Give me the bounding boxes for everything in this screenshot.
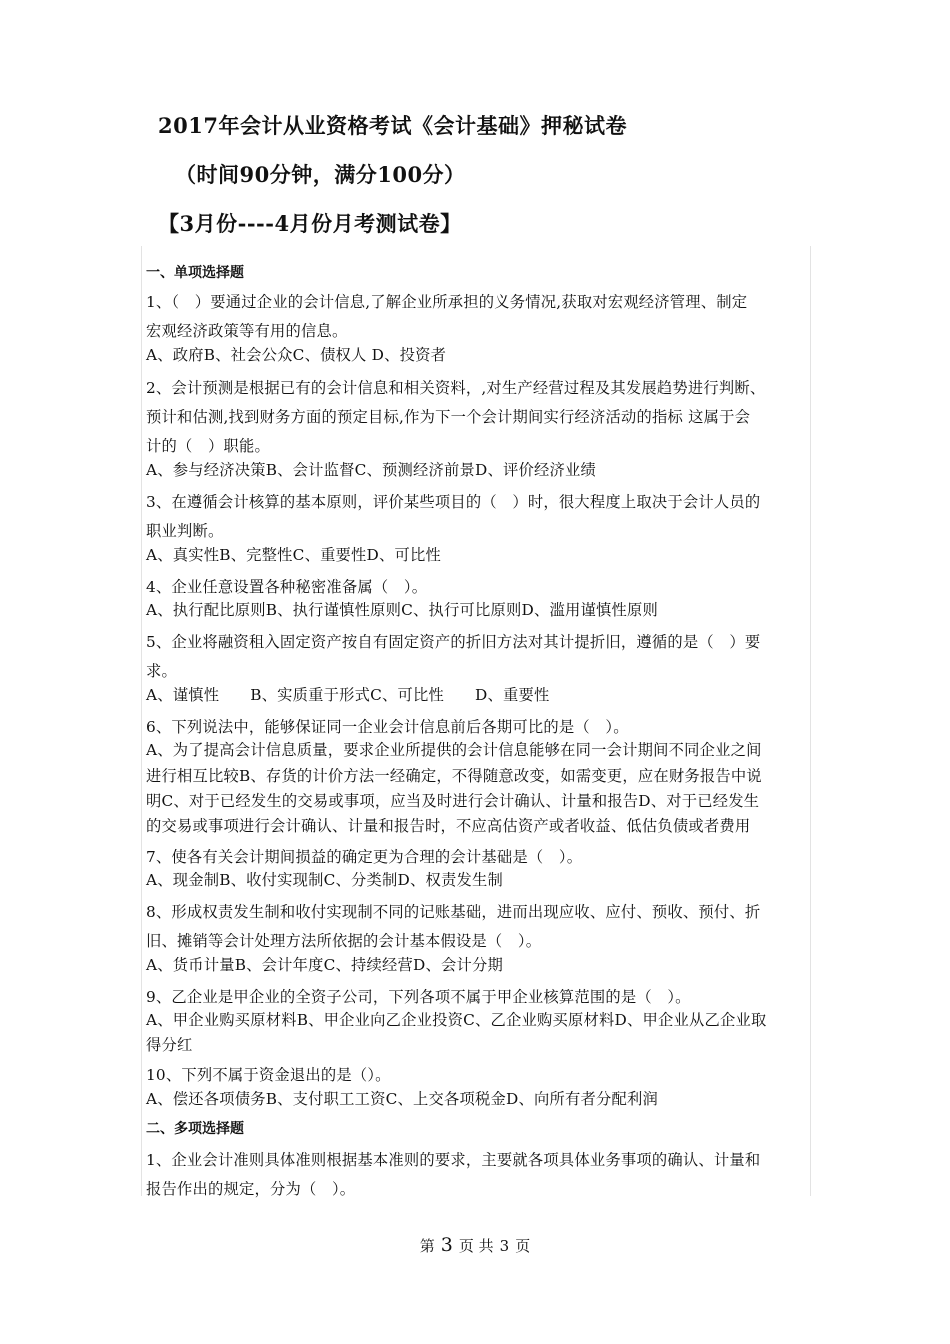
q10-line1: 10、下列不属于资金退出的是（）。: [146, 1066, 391, 1084]
section-multiple-choice-heading: 二、多项选择题: [146, 1121, 244, 1137]
footer-middle: 页 共: [458, 1237, 494, 1255]
footer-prefix: 第: [419, 1237, 435, 1255]
q2-options: A、参与经济决策B、会计监督C、预测经济前景D、评价经济业绩: [146, 461, 596, 479]
q2-line2: 预计和估测,找到财务方面的预定目标,作为下一个会计期间实行经济活动的指标 这属于会: [146, 408, 751, 426]
q6-option-line4: 的交易或事项进行会计确认、计量和报告时，不应高估资产或者收益、低估负债或者费用: [146, 817, 751, 835]
q5-line1: 5、企业将融资租入固定资产按自有固定资产的折旧方法对其计提折旧，遵循的是（ ）要: [146, 633, 761, 651]
q6-line1: 6、下列说法中，能够保证同一企业会计信息前后各期可比的是（ ）。: [146, 718, 629, 736]
q5-line2: 求。: [146, 662, 177, 680]
footer-page-number: 3: [440, 1234, 453, 1256]
section-single-choice-heading: 一、单项选择题: [146, 265, 244, 281]
q8-line1: 8、形成权责发生制和收付实现制不同的记账基础，进而出现应收、应付、预收、预付、折: [146, 903, 761, 921]
q3-line2: 职业判断。: [146, 522, 224, 540]
q10-options: A、偿还各项债务B、支付职工工资C、上交各项税金D、向所有者分配利润: [146, 1090, 658, 1108]
q4-options: A、执行配比原则B、执行谨慎性原则C、执行可比原则D、滥用谨慎性原则: [146, 601, 658, 619]
q2-line1: 2、会计预测是根据已有的会计信息和相关资料，,对生产经营过程及其发展趋势进行判断、: [146, 379, 766, 397]
m1-line1: 1、企业会计准则具体准则根据基本准则的要求，主要就各项具体业务事项的确认、计量和: [146, 1151, 761, 1169]
q5-options: A、谨慎性 B、实质重于形式C、可比性 D、重要性: [146, 686, 550, 704]
q7-options: A、现金制B、收付实现制C、分类制D、权责发生制: [146, 871, 503, 889]
q6-option-line1: A、为了提高会计信息质量，要求企业所提供的会计信息能够在同一会计期间不同企业之间: [146, 741, 762, 759]
document-title: 2017年会计从业资格考试《会计基础》押秘试卷: [158, 113, 627, 138]
q6-option-line3: 明C、对于已经发生的交易或事项，应当及时进行会计确认、计量和报告D、对于已经发生: [146, 792, 760, 810]
q3-line1: 3、在遵循会计核算的基本原则，评价某些项目的（ ）时，很大程度上取决于会计人员的: [146, 493, 761, 511]
q1-options: A、政府B、社会公众C、债权人 D、投资者: [146, 346, 447, 364]
q1-line1: 1、（ ）要通过企业的会计信息,了解企业所承担的义务情况,获取对宏观经济管理、制定: [146, 293, 748, 311]
document-tag: 【3月份----4月份月考测试卷】: [158, 211, 462, 236]
q8-line2: 旧、摊销等会计处理方法所依据的会计基本假设是（ ）。: [146, 932, 542, 950]
q1-line2: 宏观经济政策等有用的信息。: [146, 322, 348, 340]
q9-option-line1: A、甲企业购买原材料B、甲企业向乙企业投资C、乙企业购买原材料D、甲企业从乙企业取: [146, 1011, 767, 1029]
q2-line3: 计的（ ）职能。: [146, 437, 270, 455]
q9-line1: 9、乙企业是甲企业的全资子公司，下列各项不属于甲企业核算范围的是（ ）。: [146, 988, 691, 1006]
q3-options: A、真实性B、完整性C、重要性D、可比性: [146, 546, 442, 564]
q7-line1: 7、使各有关会计期间损益的确定更为合理的会计基础是（ ）。: [146, 848, 583, 866]
m1-line2: 报告作出的规定，分为（ ）。: [146, 1180, 356, 1198]
footer-suffix: 页: [515, 1237, 531, 1255]
document-subtitle: （时间90分钟，满分100分）: [175, 162, 466, 187]
q6-option-line2: 进行相互比较B、存货的计价方法一经确定，不得随意改变，如需变更，应在财务报告中说: [146, 767, 762, 785]
q8-options: A、货币计量B、会计年度C、持续经营D、会计分期: [146, 956, 503, 974]
footer-total-pages: 3: [499, 1237, 510, 1255]
q9-option-line2: 得分红: [146, 1036, 193, 1054]
q4-line1: 4、企业任意设置各种秘密准备属（ ）。: [146, 578, 428, 596]
page-footer: [0, 1234, 950, 1256]
